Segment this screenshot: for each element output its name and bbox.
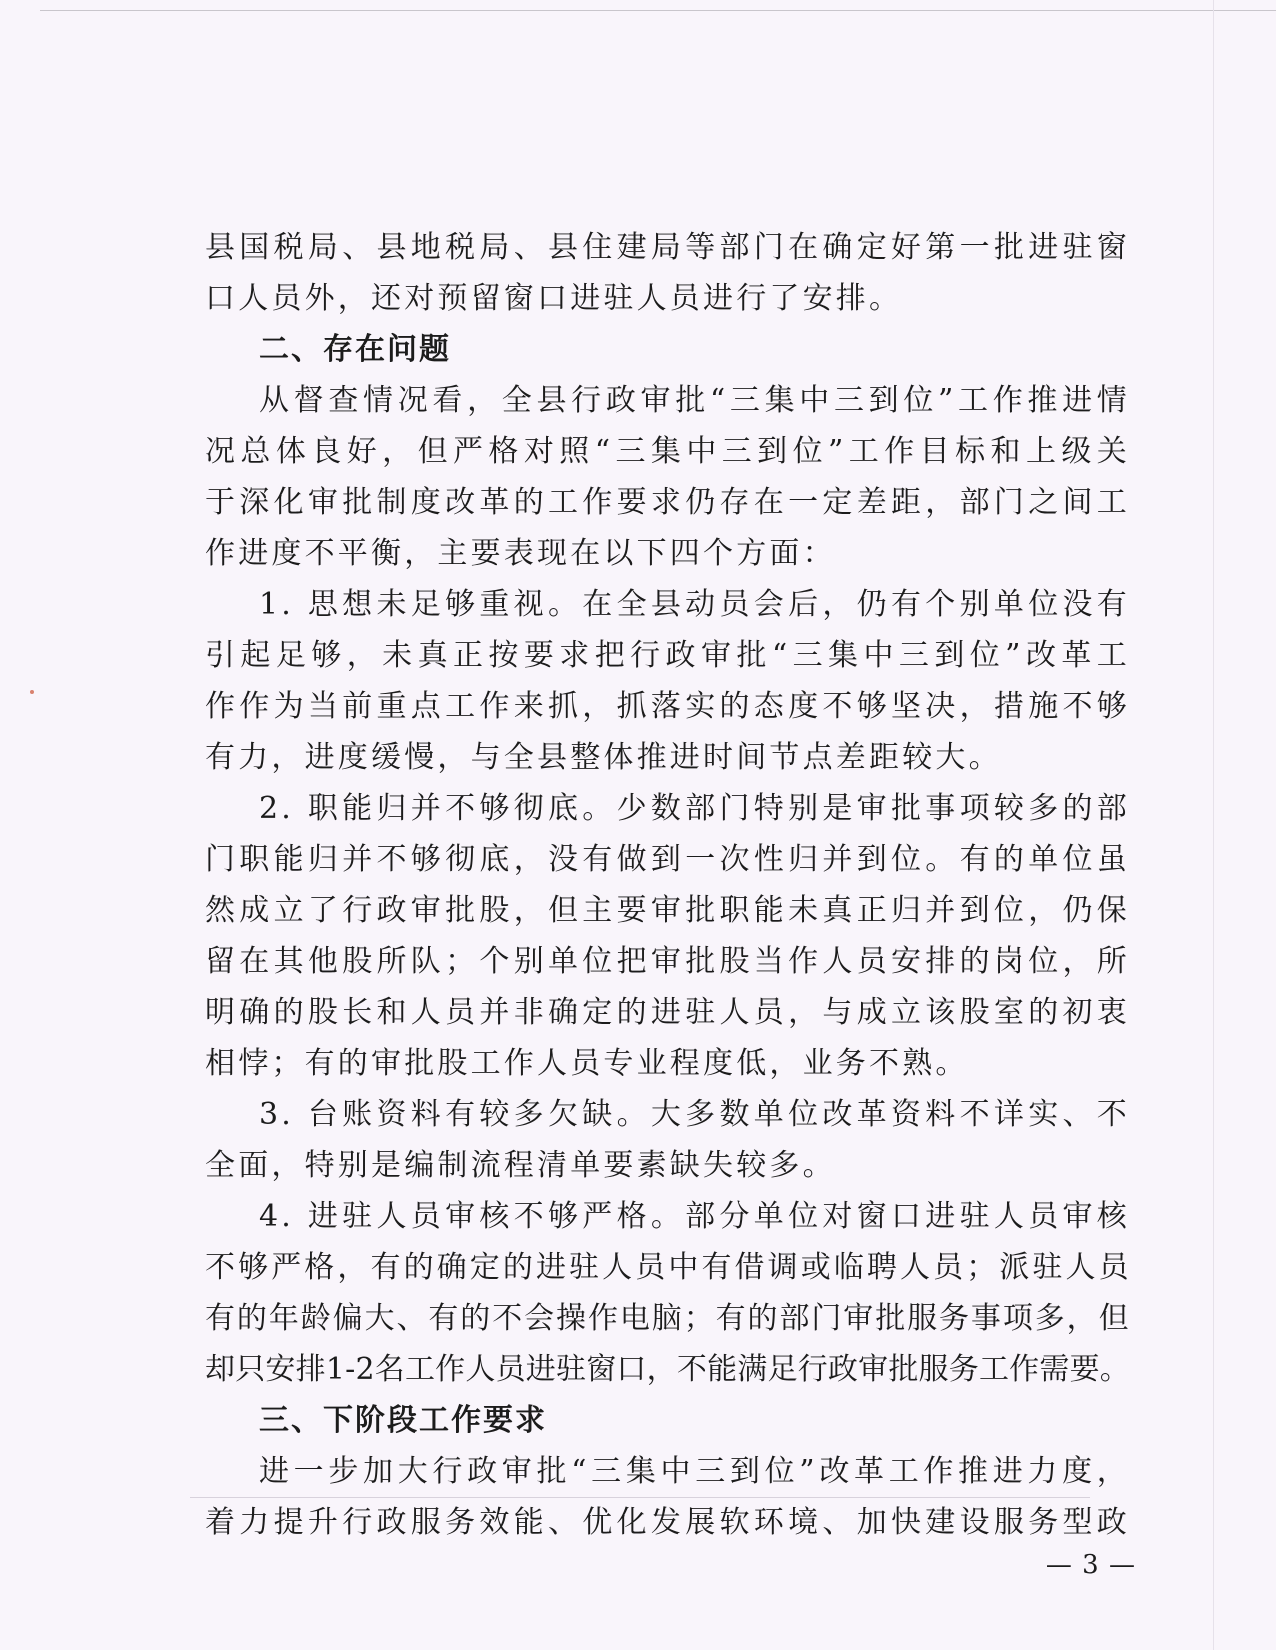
- paragraph-line: 2. 职能归并不够彻底。少数部门特别是审批事项较多的部: [259, 791, 1130, 826]
- paragraph-line: 况总体良好，但严格对照“三集中三到位”工作目标和上级关: [205, 434, 1130, 469]
- paragraph-line: 着力提升行政服务效能、优化发展软环境、加快建设服务型政: [205, 1505, 1130, 1540]
- paragraph-line: 却只安排1-2名工作人员进驻窗口，不能满足行政审批服务工作需要。: [205, 1352, 1130, 1387]
- paragraph-line: 4. 进驻人员审核不够严格。部分单位对窗口进驻人员审核: [259, 1199, 1130, 1234]
- scan-edge-right: [1213, 0, 1214, 1650]
- section-heading: 三、下阶段工作要求: [259, 1403, 547, 1438]
- paragraph-line: 3. 台账资料有较多欠缺。大多数单位改革资料不详实、不: [259, 1097, 1130, 1132]
- paragraph-line: 县国税局、县地税局、县住建局等部门在确定好第一批进驻窗: [205, 230, 1130, 265]
- paragraph-line: 不够严格，有的确定的进驻人员中有借调或临聘人员；派驻人员: [205, 1250, 1130, 1285]
- scan-speck: [30, 690, 34, 694]
- scan-edge-top: [40, 10, 1276, 11]
- section-heading: 二、存在问题: [259, 332, 451, 367]
- paragraph-line: 作进度不平衡，主要表现在以下四个方面：: [205, 536, 836, 571]
- page-number: — 3 —: [1045, 1550, 1136, 1580]
- paragraph-line: 全面，特别是编制流程清单要素缺失较多。: [205, 1148, 836, 1183]
- paragraph-line: 从督查情况看，全县行政审批“三集中三到位”工作推进情: [259, 383, 1130, 418]
- paragraph-line: 口人员外，还对预留窗口进驻人员进行了安排。: [205, 281, 903, 316]
- paragraph-line: 留在其他股所队；个别单位把审批股当作人员安排的岗位，所: [205, 944, 1130, 979]
- paragraph-line: 门职能归并不够彻底，没有做到一次性归并到位。有的单位虽: [205, 842, 1130, 877]
- document-body: [205, 222, 1130, 1548]
- paragraph-line: 相悖；有的审批股工作人员专业程度低，业务不熟。: [205, 1046, 969, 1081]
- paragraph-line: 明确的股长和人员并非确定的进驻人员，与成立该股室的初衷: [205, 995, 1130, 1030]
- paragraph-line: 然成立了行政审批股，但主要审批职能未真正归并到位，仍保: [205, 893, 1130, 928]
- paragraph-line: 于深化审批制度改革的工作要求仍存在一定差距，部门之间工: [205, 485, 1130, 520]
- paragraph-line: 引起足够，未真正按要求把行政审批“三集中三到位”改革工: [205, 638, 1130, 673]
- paragraph-line: 进一步加大行政审批“三集中三到位”改革工作推进力度，: [259, 1454, 1130, 1489]
- bottom-rule: [190, 1497, 1090, 1498]
- paragraph-line: 有力，进度缓慢，与全县整体推进时间节点差距较大。: [205, 740, 1002, 775]
- paragraph-line: 1. 思想未足够重视。在全县动员会后，仍有个别单位没有: [259, 587, 1130, 622]
- paragraph-line: 有的年龄偏大、有的不会操作电脑；有的部门审批服务事项多，但: [205, 1301, 1130, 1336]
- paragraph-line: 作作为当前重点工作来抓，抓落实的态度不够坚决，措施不够: [205, 689, 1130, 724]
